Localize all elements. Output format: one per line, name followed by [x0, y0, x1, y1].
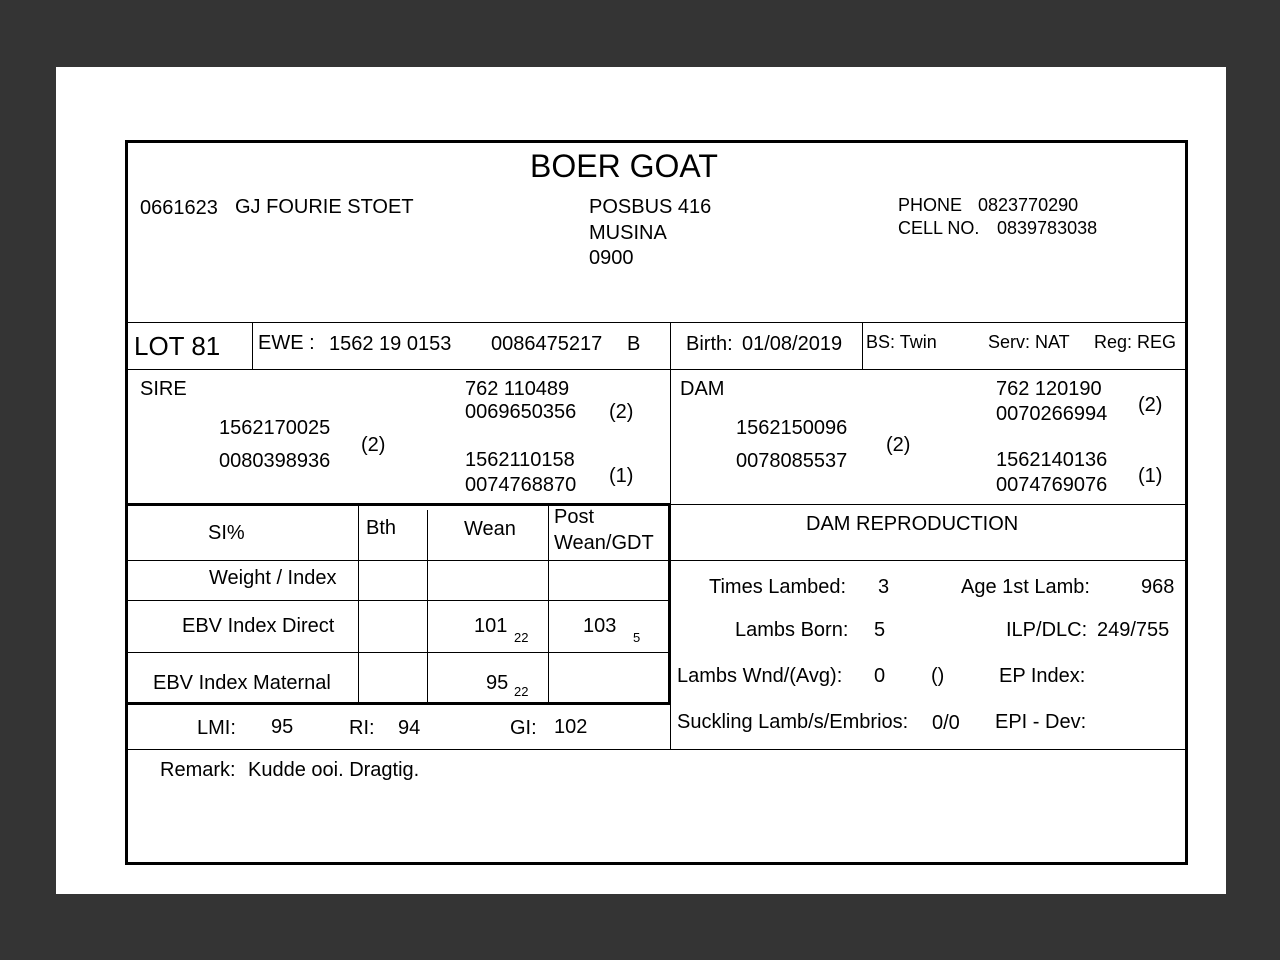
divider-col-wean [427, 510, 428, 702]
cell-label: CELL NO. [898, 218, 980, 238]
suckling-value: 0/0 [932, 712, 960, 734]
lambs-weaned-value: 0 [874, 665, 886, 687]
sire-sire-reg: 0069650356 [465, 401, 577, 423]
dam-id: 1562150096 [736, 417, 848, 439]
sire-dam-count: (1) [609, 465, 634, 487]
lambs-born-value: 5 [874, 619, 886, 641]
breeder-code: 0661623 [140, 197, 218, 219]
phone-label: PHONE [898, 195, 963, 215]
row-ebv-maternal: EBV Index Maternal [153, 672, 331, 694]
address-line-1: POSBUS 416 [589, 196, 712, 218]
divider-indices [128, 749, 1186, 750]
remark-label: Remark: [160, 759, 236, 781]
suckling-label: Suckling Lamb/s/Embrios: [677, 711, 909, 733]
service-type: Serv: NAT [988, 332, 1070, 352]
cell-number: 0839783038 [997, 218, 1098, 238]
sire-sire-count: (2) [609, 401, 634, 423]
divider-col-bth [358, 505, 359, 702]
dam-dam-id: 1562140136 [996, 449, 1108, 471]
divider-perf-right [668, 504, 671, 704]
sire-dam-id: 1562110158 [465, 449, 575, 471]
lambs-weaned-average: () [931, 665, 945, 687]
dam-sire-reg: 0070266994 [996, 403, 1108, 425]
sire-reg-number: 0080398936 [219, 450, 331, 472]
lmi-label: LMI: [197, 717, 236, 739]
lot-number: LOT 81 [134, 331, 221, 361]
sire-id: 1562170025 [219, 417, 331, 439]
row-ebv-direct: EBV Index Direct [182, 615, 335, 637]
dam-count: (2) [886, 434, 911, 456]
card-title: BOER GOAT [530, 148, 718, 184]
divider-lot [128, 369, 1186, 370]
registration-status: Reg: REG [1094, 332, 1177, 352]
divider-header [128, 322, 1186, 323]
ebv-direct-wean: 101 [474, 615, 508, 637]
lambs-weaned-label: Lambs Wnd/(Avg): [677, 665, 843, 687]
sire-dam-reg: 0074768870 [465, 474, 577, 496]
times-lambed-value: 3 [878, 576, 890, 598]
ewe-reg-number: 0086475217 [491, 333, 603, 355]
dam-sire-count: (2) [1138, 394, 1163, 416]
phone-number: 0823770290 [978, 195, 1079, 215]
col-si-header: SI% [208, 522, 245, 544]
ebv-direct-post-accuracy: 5 [633, 630, 641, 645]
gi-value: 102 [554, 716, 588, 738]
dam-label: DAM [680, 378, 725, 400]
ewe-id: 1562 19 0153 [329, 333, 452, 355]
dam-reproduction-title: DAM REPRODUCTION [806, 513, 1019, 535]
ebv-direct-wean-accuracy: 22 [514, 630, 529, 645]
ebv-maternal-wean: 95 [486, 672, 509, 694]
dam-dam-count: (1) [1138, 465, 1163, 487]
ilp-dlc-label: ILP/DLC: [1006, 619, 1088, 641]
lmi-value: 95 [271, 716, 294, 738]
ewe-grade: B [627, 333, 641, 355]
col-post-header-2: Wean/GDT [554, 532, 654, 554]
ep-index-label: EP Index: [999, 665, 1086, 687]
card-border-bottom [125, 862, 1188, 865]
divider-perf-bottom [128, 702, 670, 705]
col-post-header-1: Post [554, 506, 595, 528]
lambs-born-label: Lambs Born: [735, 619, 849, 641]
age-first-lamb-label: Age 1st Lamb: [961, 576, 1090, 598]
dam-sire-id: 762 120190 [996, 378, 1102, 400]
ri-value: 94 [398, 717, 421, 739]
divider-perf-row2 [128, 652, 670, 653]
sire-count: (2) [361, 434, 386, 456]
address-line-2: MUSINA [589, 222, 667, 244]
birth-label: Birth: [686, 333, 733, 355]
ilp-dlc-value: 249/755 [1097, 619, 1170, 641]
sire-sire-id: 762 110489 [465, 378, 570, 400]
card-border-top [125, 140, 1188, 143]
remark-text: Kudde ooi. Dragtig. [248, 759, 420, 781]
birth-status: BS: Twin [866, 332, 937, 352]
divider-birth-bs [862, 323, 863, 369]
epi-dev-label: EPI - Dev: [995, 711, 1087, 733]
dam-dam-reg: 0074769076 [996, 474, 1108, 496]
col-bth-header: Bth [366, 517, 397, 539]
address-line-3: 0900 [589, 247, 634, 269]
col-wean-header: Wean [464, 518, 516, 540]
ebv-maternal-wean-accuracy: 22 [514, 684, 529, 699]
divider-lot-ewe [252, 323, 253, 369]
ebv-direct-post: 103 [583, 615, 617, 637]
row-weight-index: Weight / Index [209, 567, 337, 589]
dam-reg-number: 0078085537 [736, 450, 848, 472]
card-border-right [1185, 140, 1188, 865]
times-lambed-label: Times Lambed: [709, 576, 847, 598]
age-first-lamb-value: 968 [1141, 576, 1175, 598]
breeder-name: GJ FOURIE STOET [235, 196, 414, 218]
ri-label: RI: [349, 717, 375, 739]
divider-perf-head [128, 560, 1186, 561]
ewe-label: EWE : [258, 332, 315, 354]
divider-col-post [548, 505, 549, 702]
birth-date: 01/08/2019 [742, 333, 843, 355]
sire-label: SIRE [140, 378, 187, 400]
divider-perf-row1 [128, 600, 670, 601]
divider-dam-bottom [670, 504, 1186, 505]
gi-label: GI: [510, 717, 537, 739]
